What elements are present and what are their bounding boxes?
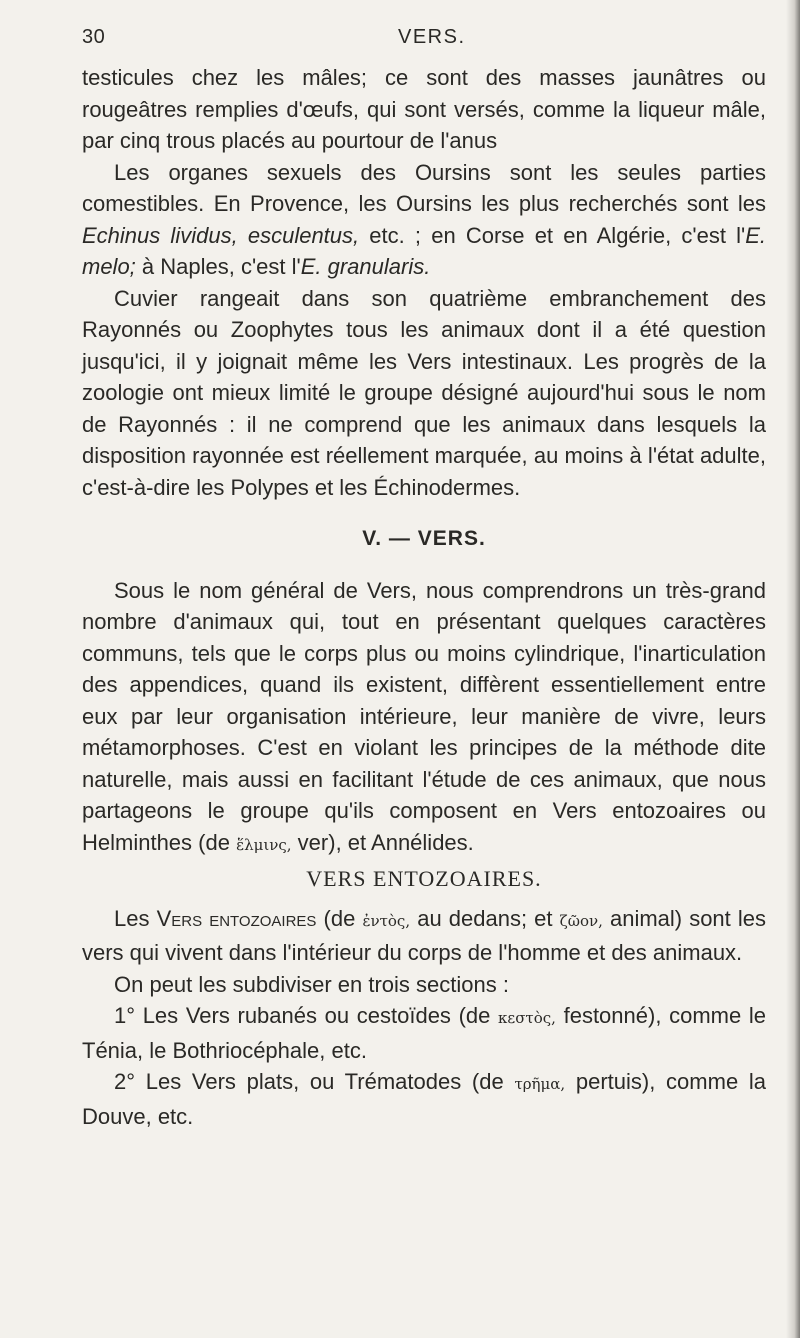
page-number: 30 (82, 26, 106, 48)
subsection-heading: VERS ENTOZOAIRES. (306, 866, 542, 891)
text-run: Sous le nom général de Vers, nous comprendrons un très-grand nombre d'animaux qui, tout en présentant quelques caractères communs, tels que le corps plus ou moins cylindrique, l'inarticulation des appendices, quand ils existent, diffèrent essentiellement entre eux par leur organisation intérieure, leur manière de vivre, leurs métamorphoses. C'est en violant les principes de la méthode dite naturelle, mais aussi en facilitant l'étude de ces animaux, que nous partageons le groupe qu'ils composent en Vers entozoaires ou Helminthes (de (82, 577, 766, 855)
text-run: 2° Les Vers plats, ou Trématodes (de (114, 1069, 515, 1094)
greek-word: ἐντὸς, (362, 911, 411, 930)
text-run: 1° Les Vers rubanés ou cestoïdes (de (114, 1003, 499, 1028)
paragraph-sections: On peut les subdiviser en trois sections : (114, 971, 509, 997)
paragraph-entozoaires (82, 903, 766, 969)
section-heading: V. — VERS. (362, 527, 486, 550)
text-run: Les (114, 905, 157, 931)
small-caps-term: Vers entozoaires (156, 905, 317, 931)
paragraph-oursins-comestibles (82, 157, 766, 283)
text-run: (de (316, 905, 363, 931)
list-item-cestoides (82, 1000, 766, 1066)
paragraph-continued: testicules chez les mâles; ce sont des masses jaunâtres ou rougeâtres remplies d'œufs, qui sont versés, comme la liqueur mâle, par cinq trous placés au pourtour de l'anus (82, 65, 766, 153)
greek-word: ἕλμινς, (236, 835, 292, 854)
running-head: VERS. (398, 26, 466, 48)
page-header (82, 26, 762, 56)
paragraph-vers-intro (82, 575, 766, 862)
greek-word: κεστὸς, (498, 1009, 556, 1027)
species-name: E. granularis. (300, 254, 431, 279)
species-name: E. melo; (82, 222, 766, 279)
list-item-trematodes (82, 1066, 766, 1132)
text-run: à Naples, c'est l' (135, 254, 301, 279)
greek-word: τρῆμα, (514, 1075, 566, 1093)
greek-word: ζῶον, (559, 911, 603, 930)
text-run: etc. ; en Corse et en Algérie, c'est l' (359, 222, 746, 248)
text-run: festonné), comme le Ténia, le Bothriocéphale, etc. (82, 1003, 766, 1063)
text-run: ver), et Annélides. (291, 829, 474, 855)
paragraph-cuvier: Cuvier rangeait dans son quatrième embranchement des Rayonnés ou Zoophytes tous les animaux dont il a été question jusqu'ici, il y joignait même les Vers intestinaux. Les progrès de la zoologie ont mieux limité le groupe désigné aujourd'hui sous le nom de Rayonnés : il ne comprend que les animaux dans lesquels la disposition rayonnée est réellement marquée, au moins à l'état adulte, c'est-à-dire les Polypes et les Échinodermes. (82, 285, 766, 500)
text-run: Les organes sexuels des Oursins sont les seules parties comestibles. En Provence, les Oursins les plus recherchés sont les (82, 159, 766, 216)
text-run: pertuis), comme la Douve, etc. (82, 1069, 766, 1129)
text-run: animal) sont les vers qui vivent dans l'intérieur du corps de l'homme et des animaux. (82, 905, 766, 965)
page-body (82, 62, 766, 1132)
species-name: Echinus lividus, esculentus, (82, 222, 360, 248)
page-edge-shadow (786, 0, 800, 1338)
text-run: au dedans; et (410, 905, 560, 931)
